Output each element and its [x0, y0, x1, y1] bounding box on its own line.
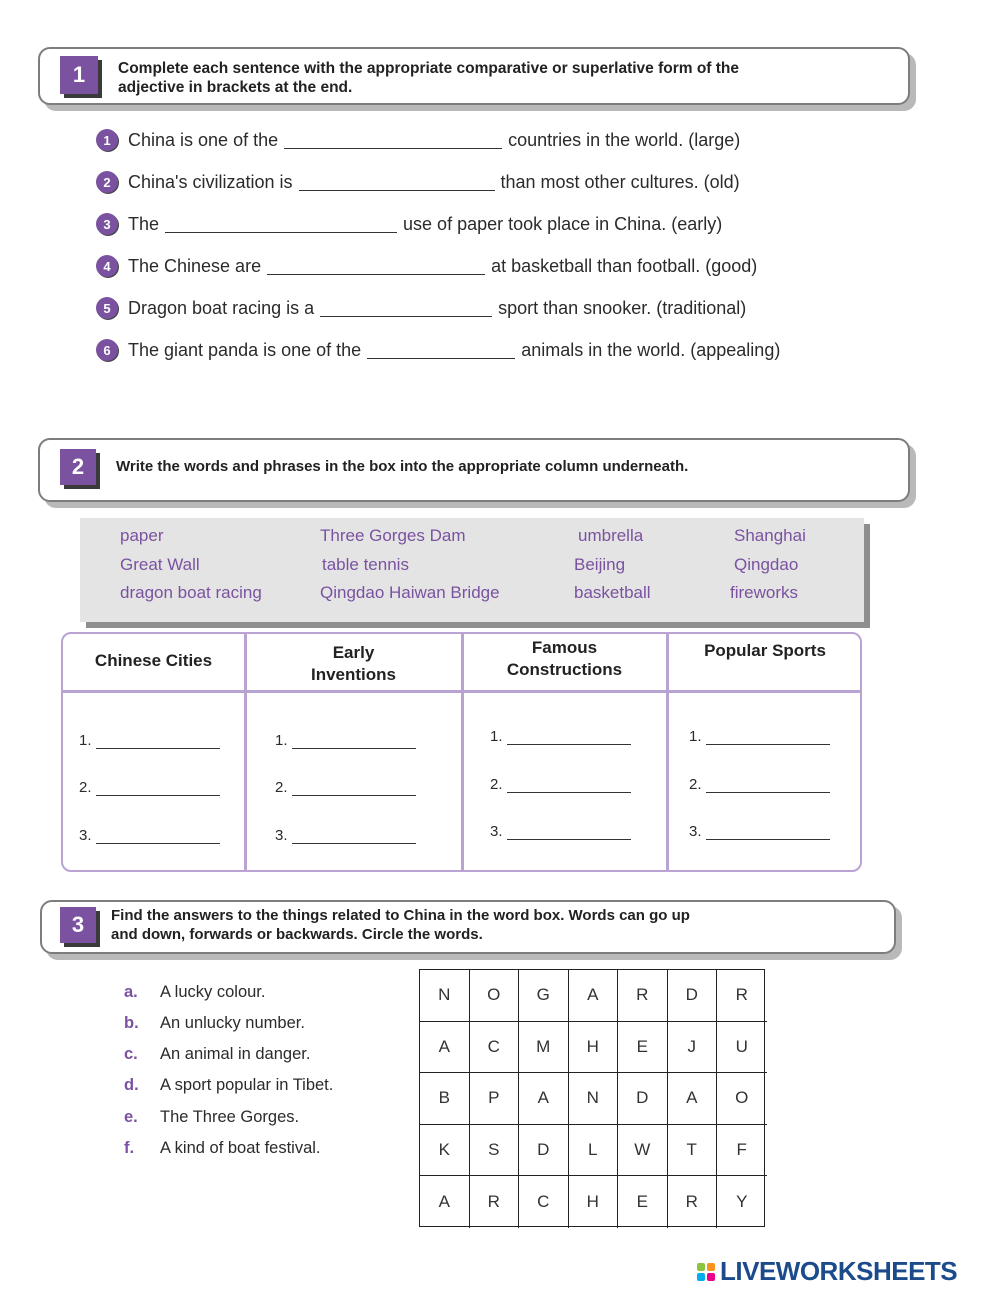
grid-cell[interactable]: N	[569, 1073, 619, 1125]
sentence-text-before: Dragon boat racing is a	[128, 297, 315, 318]
answer-line[interactable]	[706, 778, 830, 793]
answer-blank-3[interactable]	[165, 216, 397, 233]
grid-cell[interactable]: A	[569, 970, 619, 1022]
grid-cell[interactable]: G	[519, 970, 569, 1022]
answer-line[interactable]	[96, 734, 220, 749]
clue-text: An animal in danger.	[160, 1045, 311, 1063]
instruction-line-2: adjective in brackets at the end.	[118, 79, 353, 96]
answer-cell[interactable]	[79, 779, 220, 796]
clue-f	[124, 1139, 321, 1158]
answer-cell[interactable]	[275, 732, 416, 749]
sentence-text-after: countries in the world. (large)	[508, 129, 741, 150]
clue-text: A lucky colour.	[160, 983, 266, 1001]
word-item: Qingdao	[734, 555, 799, 574]
answer-cell[interactable]	[275, 827, 416, 844]
answer-blank-6[interactable]	[367, 342, 515, 359]
grid-cell[interactable]: K	[420, 1125, 470, 1177]
logo-square	[697, 1273, 705, 1281]
sentence-text-after: animals in the world. (appealing)	[521, 339, 781, 360]
instruction-line-1: Find the answers to the things related to China in the word box. Words can go up	[111, 907, 690, 924]
word-item: Great Wall	[120, 555, 200, 574]
grid-cell[interactable]: A	[668, 1073, 718, 1125]
column-divider	[666, 634, 669, 870]
row-label: 1.	[689, 728, 702, 745]
row-label: 3.	[490, 823, 503, 840]
grid-cell[interactable]: U	[717, 1022, 767, 1074]
sentence-number-badge: 4	[96, 255, 118, 277]
answer-cell[interactable]	[490, 776, 631, 793]
grid-cell[interactable]: F	[717, 1125, 767, 1177]
grid-cell[interactable]: D	[618, 1073, 668, 1125]
sentence-text-after: than most other cultures. (old)	[500, 171, 740, 192]
clue-letter: c.	[124, 1045, 138, 1063]
column-header-chinese-cities	[63, 650, 244, 672]
header-line: Inventions	[310, 665, 396, 684]
sentence-number-badge: 3	[96, 213, 118, 235]
sentence-text-before: The Chinese are	[128, 255, 262, 276]
grid-cell[interactable]: L	[569, 1125, 619, 1177]
column-header-famous-constructions	[463, 637, 666, 681]
instruction-line-2: and down, forwards or backwards. Circle the words.	[111, 926, 483, 943]
answer-cell[interactable]	[490, 728, 631, 745]
clue-text: The Three Gorges.	[160, 1108, 300, 1126]
clue-text: A sport popular in Tibet.	[160, 1076, 334, 1094]
word-item: Qingdao Haiwan Bridge	[320, 583, 500, 602]
sentence-text-after: sport than snooker. (traditional)	[498, 297, 747, 318]
grid-cell[interactable]: D	[668, 970, 718, 1022]
row-label: 2.	[79, 779, 92, 796]
word-box	[80, 518, 864, 622]
clue-e	[124, 1108, 299, 1127]
logo-text: LIVEWORKSHEETS	[720, 1256, 958, 1286]
sentence-number-badge: 2	[96, 171, 118, 193]
header-divider	[63, 690, 860, 693]
answer-cell[interactable]	[275, 779, 416, 796]
word-item: table tennis	[322, 555, 409, 574]
clue-d	[124, 1076, 333, 1095]
sentence-1	[96, 128, 740, 152]
sentence-text-before: The giant panda is one of the	[128, 339, 362, 360]
category-table	[61, 632, 862, 872]
section-3-number-badge: 3	[60, 907, 96, 943]
grid-cell[interactable]: O	[470, 970, 520, 1022]
instruction-line-1: Complete each sentence with the appropriate comparative or superlative form of the	[118, 60, 740, 77]
answer-line[interactable]	[706, 730, 830, 745]
grid-cell[interactable]: J	[668, 1022, 718, 1074]
grid-cell[interactable]: S	[470, 1125, 520, 1177]
grid-cell[interactable]: C	[470, 1022, 520, 1074]
answer-cell[interactable]	[689, 728, 830, 745]
grid-cell[interactable]: A	[519, 1073, 569, 1125]
grid-cell[interactable]: R	[618, 970, 668, 1022]
word-item: Beijing	[574, 555, 626, 574]
row-label: 1.	[275, 732, 288, 749]
grid-cell[interactable]: H	[569, 1176, 619, 1228]
grid-cell[interactable]: E	[618, 1176, 668, 1228]
header-line: Chinese Cities	[94, 651, 213, 670]
sentence-number-badge: 1	[96, 129, 118, 151]
sentence-3	[96, 212, 722, 236]
word-item: Shanghai	[734, 526, 806, 545]
section-2-number-badge: 2	[60, 449, 96, 485]
grid-cell[interactable]: H	[569, 1022, 619, 1074]
section-1-number-badge: 1	[60, 56, 98, 94]
sentence-4	[96, 254, 757, 278]
grid-cell[interactable]: B	[420, 1073, 470, 1125]
answer-blank-5[interactable]	[320, 300, 492, 317]
logo-square	[707, 1263, 715, 1271]
grid-cell[interactable]: E	[618, 1022, 668, 1074]
answer-blank-2[interactable]	[299, 174, 495, 191]
grid-cell[interactable]: T	[668, 1125, 718, 1177]
header-line: Popular Sports	[704, 641, 826, 660]
clue-a	[124, 983, 265, 1002]
sentence-number-badge: 6	[96, 339, 118, 361]
clue-letter: b.	[124, 1014, 139, 1032]
grid-cell[interactable]: O	[717, 1073, 767, 1125]
answer-cell[interactable]	[79, 732, 220, 749]
sentence-text-after: at basketball than football. (good)	[491, 255, 758, 276]
sentence-5	[96, 296, 746, 320]
row-label: 1.	[79, 732, 92, 749]
clue-text: A kind of boat festival.	[160, 1139, 321, 1157]
section-1-instruction	[118, 59, 739, 97]
section-2-instruction: Write the words and phrases in the box into the appropriate column underneath.	[116, 458, 689, 475]
row-label: 3.	[689, 823, 702, 840]
answer-line[interactable]	[96, 781, 220, 796]
answer-cell[interactable]	[689, 776, 830, 793]
word-item: umbrella	[578, 526, 644, 545]
clue-letter: f.	[124, 1139, 135, 1157]
clue-letter: e.	[124, 1108, 138, 1126]
answer-blank-1[interactable]	[284, 132, 502, 149]
answer-line[interactable]	[292, 829, 416, 844]
word-item: basketball	[574, 583, 651, 602]
answer-cell[interactable]	[689, 823, 830, 840]
liveworksheets-logo	[697, 1256, 957, 1287]
clue-b	[124, 1014, 305, 1033]
word-search-grid	[419, 969, 765, 1227]
grid-cell[interactable]: W	[618, 1125, 668, 1177]
answer-line[interactable]	[507, 730, 631, 745]
grid-cell[interactable]: R	[470, 1176, 520, 1228]
logo-square	[697, 1263, 705, 1271]
clue-text: An unlucky number.	[160, 1014, 305, 1032]
word-item: fireworks	[730, 583, 799, 602]
column-header-popular-sports	[668, 640, 862, 662]
word-item: Three Gorges Dam	[320, 526, 466, 545]
answer-blank-4[interactable]	[267, 258, 485, 275]
grid-cell[interactable]: D	[519, 1125, 569, 1177]
answer-line[interactable]	[507, 825, 631, 840]
sentence-text-after: use of paper took place in China. (early)	[403, 213, 723, 234]
sentence-number-badge: 5	[96, 297, 118, 319]
row-label: 2.	[490, 776, 503, 793]
sentence-text-before: China's civilization is	[128, 171, 293, 192]
header-line: Early	[332, 643, 375, 662]
word-item: paper	[120, 526, 164, 545]
grid-cell[interactable]: C	[519, 1176, 569, 1228]
section-3-instruction	[111, 906, 690, 944]
column-header-early-inventions	[246, 642, 461, 686]
grid-cell[interactable]: R	[668, 1176, 718, 1228]
word-item: dragon boat racing	[120, 583, 262, 602]
header-line: Famous	[531, 638, 598, 657]
answer-line[interactable]	[507, 778, 631, 793]
answer-cell[interactable]	[490, 823, 631, 840]
answer-line[interactable]	[292, 781, 416, 796]
grid-cell[interactable]: Y	[736, 1191, 748, 1211]
grid-cell[interactable]: P	[470, 1073, 520, 1125]
row-label: 3.	[79, 827, 92, 844]
row-label: 1.	[490, 728, 503, 745]
clue-letter: d.	[124, 1076, 139, 1094]
sentence-text-before: China is one of the	[128, 129, 279, 150]
grid-cell[interactable]: N	[420, 970, 470, 1022]
row-label: 2.	[275, 779, 288, 796]
answer-line[interactable]	[292, 734, 416, 749]
clue-c	[124, 1045, 310, 1064]
grid-cell[interactable]: A	[420, 1022, 470, 1074]
row-label: 3.	[275, 827, 288, 844]
logo-mark-icon	[697, 1263, 715, 1281]
answer-line[interactable]	[706, 825, 830, 840]
grid-cell[interactable]: A	[420, 1176, 470, 1228]
header-line: Constructions	[506, 660, 623, 679]
grid-cell[interactable]: R	[717, 970, 767, 1022]
logo-square	[707, 1273, 715, 1281]
answer-cell[interactable]	[79, 827, 220, 844]
clue-letter: a.	[124, 983, 138, 1001]
sentence-6	[96, 338, 780, 362]
sentence-text-before: The	[128, 213, 160, 234]
sentence-2	[96, 170, 740, 194]
row-label: 2.	[689, 776, 702, 793]
answer-line[interactable]	[96, 829, 220, 844]
grid-cell[interactable]: M	[519, 1022, 569, 1074]
